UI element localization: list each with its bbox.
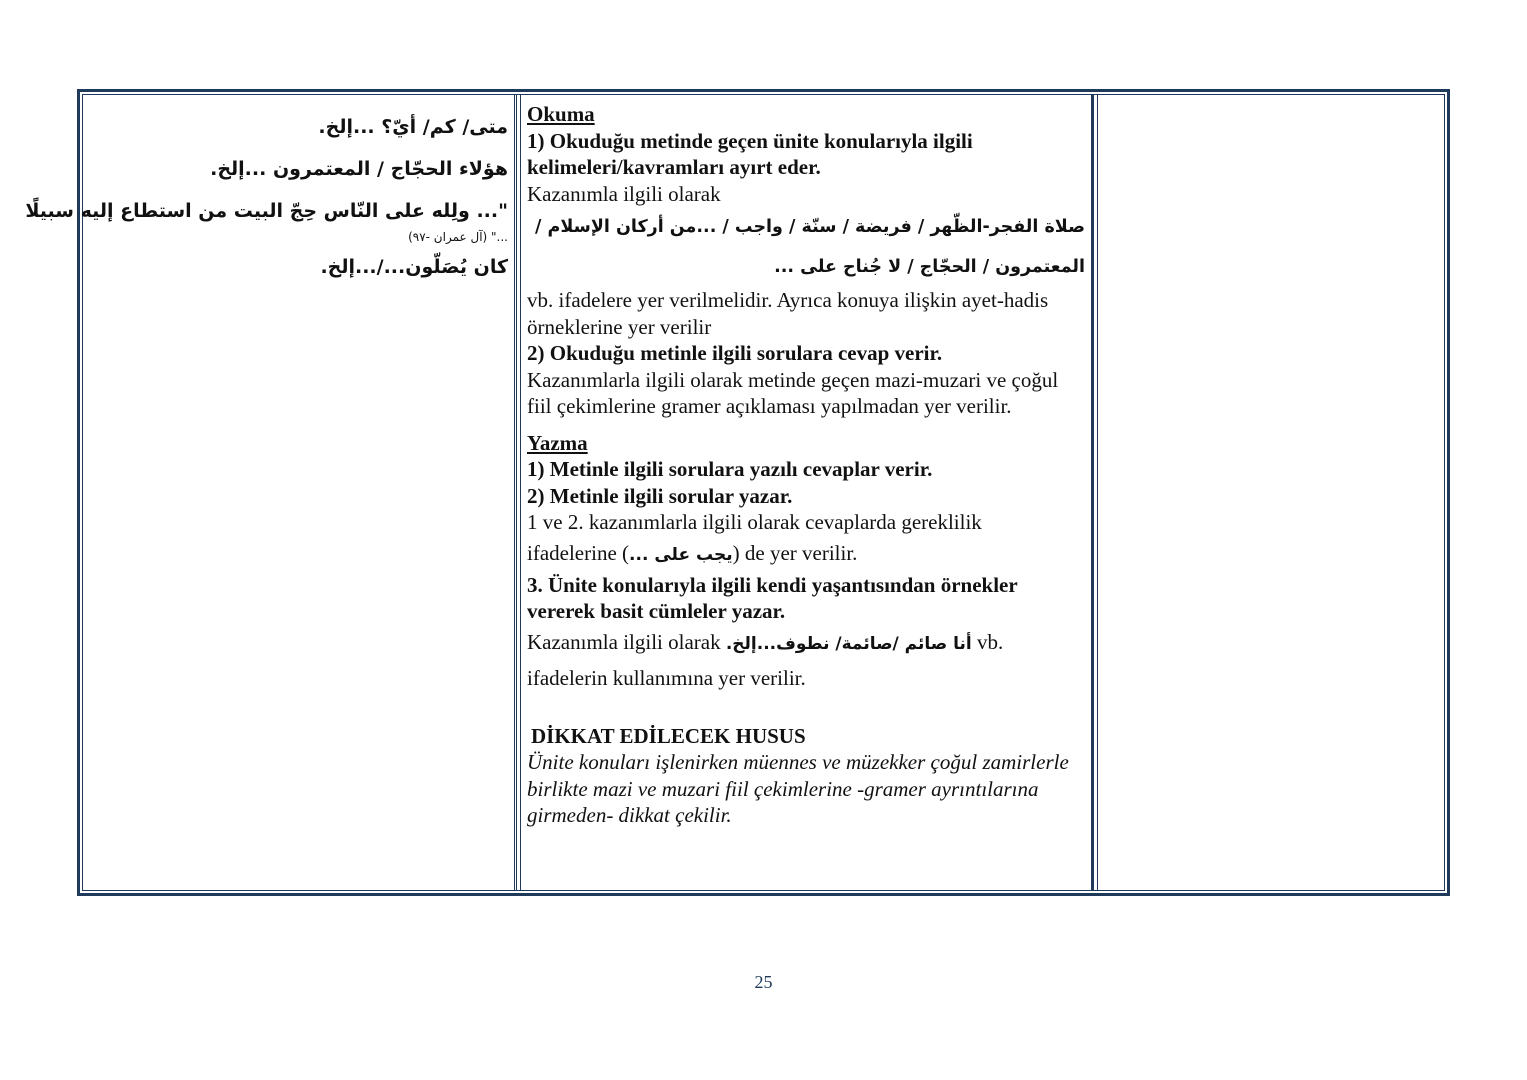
table-row	[25, 94, 1445, 891]
examples-column	[25, 95, 517, 890]
yazma-outcome-2-title: 2) Metinle ilgili sorular yazar.	[527, 483, 793, 508]
notes-column-empty	[1097, 95, 1444, 890]
okuma-outcome-2-title: 2) Okuduğu metinle ilgili sorulara cevap verir.	[527, 341, 943, 365]
yazma-section	[527, 430, 1087, 695]
okuma-arabic-terms-line-1: صلاة الفجر-الظّهر / فريضة / سنّة / واجب / ...من أركان الإسلام /	[535, 217, 1085, 237]
yazma-outcome-3-note-line-2: ifadelerin kullanımına yer verilir.	[527, 665, 806, 690]
note-text-pre: ifadelerine (	[527, 540, 630, 565]
arabic-example-pilgrims: هؤلاء الحجّاج / المعتمرون ...إلخ.	[210, 158, 508, 180]
yazma-outcome-12-note-line-1: 1 ve 2. kazanımlarla ilgili olarak cevaplarda gereklilik	[527, 510, 982, 534]
yazma-outcome-1-title: 1) Metinle ilgili sorulara yazılı cevaplar verir.	[527, 457, 933, 481]
okuma-outcome-1-intro: Kazanımla ilgili olarak	[527, 181, 721, 206]
okuma-heading: Okuma	[527, 102, 595, 126]
okuma-outcome-1-note: vb. ifadelere yer verilmelidir. Ayrıca konuya ilişkin ayet-hadis örneklerine yer verilir	[527, 288, 1049, 339]
note-text-post: ) de yer verilir.	[732, 540, 858, 565]
yazma-outcome-3-note	[527, 625, 1087, 661]
spacer	[527, 695, 1087, 723]
yazma-outcome-3-title: 3. Ünite konularıyla ilgili kendi yaşantısından örnekler vererek basit cümleler yazar.	[527, 572, 1018, 623]
page-number: 25	[754, 972, 773, 992]
curriculum-table	[25, 89, 1450, 896]
okuma-outcome-1-title: 1) Okuduğu metinde geçen ünite konularıyla ilgili kelimeleri/kavramları ayırt eder.	[527, 128, 973, 179]
yazma-heading: Yazma	[527, 430, 588, 455]
arabic-verse-reference: ..." (آل عمران -٩٧)	[408, 230, 508, 244]
arabic-example-prayer-verb: كان يُصَلّون.../...إلخ.	[320, 256, 508, 278]
arabic-inline-examples: أنا صائم /صائمة/ نطوف...إلخ.	[725, 633, 972, 654]
dikkat-text: Ünite konuları işlenirken müennes ve müzekker çoğul zamirlerle birlikte mazi ve muzari fiil çekimlerine -gramer ayrıntılarına girmeden- dikkat çekilir.	[527, 750, 1069, 827]
arabic-inline-obligation: يجب على ...	[629, 544, 733, 565]
okuma-section	[527, 101, 1087, 420]
dikkat-section	[527, 723, 1087, 829]
note-text-post: vb.	[971, 629, 1004, 654]
okuma-outcome-2-note: Kazanımlarla ilgili olarak metinde geçen mazi-muzari ve çoğul fiil çekimlerine gramer açıklaması yapılmadan yer verilir.	[527, 367, 1059, 418]
arabic-verse-quote: "... ولِله على النّاس حِجّ البيت من استطاع إليه سبيلًا	[25, 200, 508, 222]
yazma-outcome-12-note-line-2	[527, 536, 1087, 572]
arabic-example-question-words: متى/ كم/ أيّ؟ ...إلخ.	[318, 116, 508, 138]
spacer	[527, 420, 1087, 430]
learning-outcomes-column	[520, 95, 1094, 890]
dikkat-title: DİKKAT EDİLECEK HUSUS	[531, 723, 806, 748]
note-text-pre: Kazanımla ilgili olarak	[527, 629, 726, 654]
okuma-arabic-terms-line-2: المعتمرون / الحجّاج / لا جُناح على ...	[774, 257, 1085, 277]
